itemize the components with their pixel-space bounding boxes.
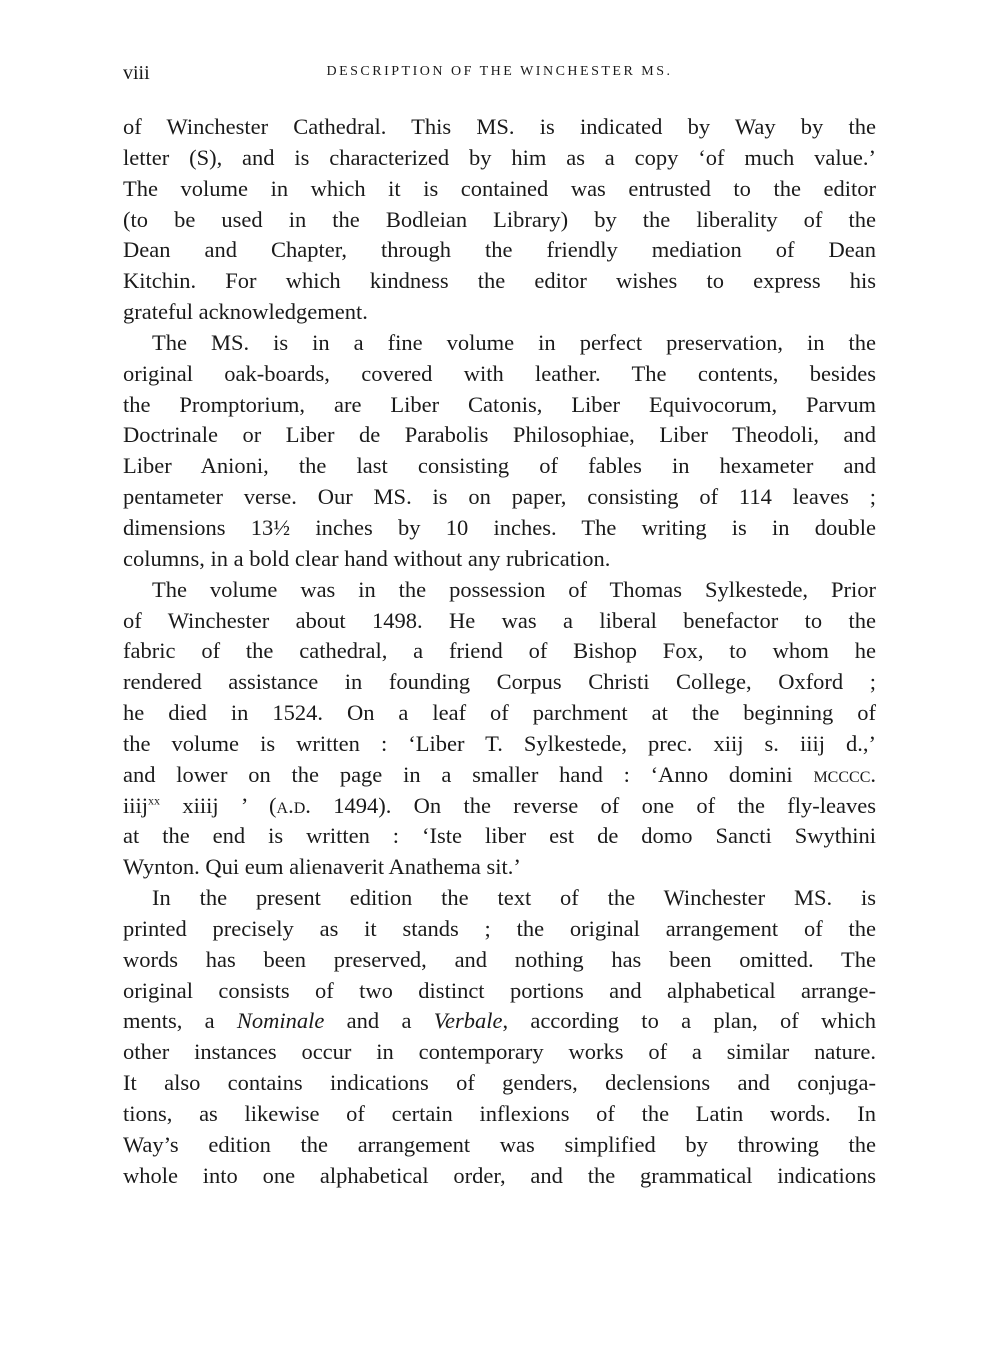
text-line: grateful acknowledgement. — [123, 299, 368, 325]
text-segment: and lower on the page in a smaller hand : ‘Anno domini — [123, 761, 814, 787]
text-line — [123, 1006, 876, 1037]
text-line: words has been preserved, and nothing has been omitted. The — [123, 946, 876, 972]
text-segment: xiiij ’ ( — [160, 792, 277, 818]
text-line: of Winchester about 1498. He was a liberal benefactor to the — [123, 607, 876, 633]
text-line: The volume was in the possession of Thomas Sylkestede, Prior — [152, 576, 876, 602]
paragraph — [123, 883, 876, 1191]
text-segment: and a — [324, 1008, 434, 1034]
text-line: Wynton. Qui eum alienaverit Anathema sit.’ — [123, 854, 521, 880]
paragraph — [123, 328, 876, 575]
text-line: Dean and Chapter, through the friendly mediation of Dean — [123, 237, 876, 263]
text-line: original consists of two distinct portions and alphabetical arrange- — [123, 977, 876, 1003]
text-line: original oak-boards, covered with leather. The contents, besides — [123, 360, 876, 386]
text-line: Way’s edition the arrangement was simplified by throwing the — [123, 1131, 876, 1157]
text-line: Kitchin. For which kindness the editor wishes to express his — [123, 268, 876, 294]
paragraph — [123, 112, 876, 328]
page-number: viii — [123, 62, 150, 84]
text-line: In the present edition the text of the Winchester MS. is — [152, 885, 876, 911]
text-line: The volume in which it is contained was entrusted to the editor — [123, 175, 876, 201]
text-line: The MS. is in a fine volume in perfect preservation, in the — [152, 329, 876, 355]
text-line: Doctrinale or Liber de Parabolis Philosophiae, Liber Theodoli, and — [123, 422, 876, 448]
paragraph — [123, 575, 876, 883]
text-segment: iiij — [123, 792, 149, 818]
text-segment: 1494). On the reverse of one of the fly-leaves — [310, 792, 876, 818]
text-line: (to be used in the Bodleian Library) by the liberality of the — [123, 206, 876, 232]
text-line: pentameter verse. Our MS. is on paper, consisting of 114 leaves ; — [123, 484, 876, 510]
text-line: columns, in a bold clear hand without any rubrication. — [123, 545, 611, 571]
text-line: dimensions 13½ inches by 10 inches. The writing is in double — [123, 514, 876, 540]
text-line: letter (S), and is characterized by him as a copy ‘of much value.’ — [123, 144, 876, 170]
italic-term: Nominale — [236, 1008, 325, 1034]
text-segment: ments, a — [123, 1008, 237, 1034]
text-line: It also contains indications of genders, declensions and conjuga- — [123, 1070, 876, 1096]
text-line — [123, 760, 876, 791]
small-caps-date: mcccc. — [813, 761, 876, 787]
text-line: tions, as likewise of certain inflexions of the Latin words. In — [123, 1101, 876, 1126]
text-line: the Promptorium, are Liber Catonis, Liber Equivocorum, Parvum — [123, 391, 876, 417]
text-line — [123, 791, 876, 822]
text-line: at the end is written : ‘Iste liber est de domo Sancti Swythini — [123, 823, 876, 849]
text-line: he died in 1524. On a leaf of parchment at the beginning of — [123, 700, 876, 726]
text-segment: , according to a plan, of which — [502, 1008, 876, 1034]
text-line: rendered assistance in founding Corpus Christi College, Oxford ; — [123, 669, 876, 695]
text-line: of Winchester Cathedral. This MS. is indicated by Way by the — [123, 114, 876, 139]
small-caps-era: a.d. — [276, 792, 311, 818]
text-line: printed precisely as it stands ; the original arrangement of the — [123, 915, 876, 941]
page-body — [123, 112, 876, 1192]
running-title: DESCRIPTION OF THE WINCHESTER MS. — [326, 64, 673, 79]
text-line: the volume is written : ‘Liber T. Sylkestede, prec. xiij s. iiij d.,’ — [123, 730, 876, 756]
italic-term: Verbale — [433, 1008, 503, 1034]
page-header — [123, 62, 876, 88]
text-line: whole into one alphabetical order, and the grammatical indications — [123, 1162, 876, 1188]
text-line: other instances occur in contemporary works of a similar nature. — [123, 1039, 876, 1065]
text-line: Liber Anioni, the last consisting of fables in hexameter and — [123, 453, 876, 479]
text-line: fabric of the cathedral, a friend of Bishop Fox, to whom he — [123, 638, 876, 664]
superscript: xx — [148, 793, 161, 808]
